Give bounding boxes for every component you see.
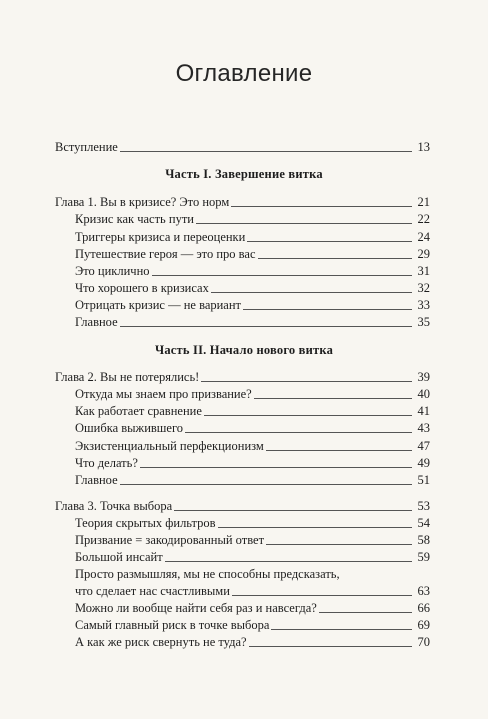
toc-entry xyxy=(75,473,430,487)
leader-line xyxy=(211,292,412,293)
toc-entry-label: Экзистенциальный перфекционизм xyxy=(75,439,264,453)
toc-entry-chapter-1 xyxy=(55,195,430,209)
toc-page-number: 43 xyxy=(417,421,430,435)
toc-entry xyxy=(75,404,430,418)
toc-entry xyxy=(75,550,430,564)
toc-page-number: 69 xyxy=(417,618,430,632)
leader-line xyxy=(319,612,412,613)
toc-entry-label: Глава 2. Вы не потерялись! xyxy=(55,370,200,384)
leader-line xyxy=(120,151,412,152)
toc-entry-multiline xyxy=(75,584,430,598)
leader-line xyxy=(185,432,412,433)
toc-entry-label: Это циклично xyxy=(75,264,150,278)
toc-entry-label: Глава 3. Точка выбора xyxy=(55,499,173,513)
toc-entry-label: Что делать? xyxy=(75,456,138,470)
toc-page-number: 32 xyxy=(417,281,430,295)
leader-line xyxy=(140,467,412,468)
toc-entry xyxy=(75,635,430,649)
leader-line xyxy=(247,241,412,242)
page-title: Оглавление xyxy=(175,60,313,87)
toc-page-number: 51 xyxy=(417,473,430,487)
toc-page-number: 22 xyxy=(417,212,430,226)
toc-page-number: 33 xyxy=(417,298,430,312)
leader-line xyxy=(152,275,412,276)
toc-page-number: 47 xyxy=(417,439,430,453)
toc-entry-label: Призвание = закодированный ответ xyxy=(75,533,265,547)
toc-entry-chapter-3 xyxy=(55,499,430,513)
toc-entry-label: Откуда мы знаем про призвание? xyxy=(75,387,252,401)
toc-page-number: 31 xyxy=(417,264,430,278)
toc-entry-label: Путешествие героя — это про вас xyxy=(75,247,256,261)
leader-line xyxy=(243,309,412,310)
toc-entry xyxy=(75,533,430,547)
toc-page-number: 21 xyxy=(417,195,430,209)
toc-entry-label: Отрицать кризис — не вариант xyxy=(75,298,242,312)
leader-line xyxy=(174,510,412,511)
leader-line xyxy=(258,258,412,259)
toc-page-number: 54 xyxy=(417,516,430,530)
toc-entry-label-line1: Просто размышляя, мы не способны предсказать, xyxy=(75,567,340,581)
leader-line xyxy=(249,646,412,647)
toc-entry xyxy=(75,230,430,244)
toc-entry xyxy=(75,387,430,401)
toc-entry-chapter-2 xyxy=(55,370,430,384)
leader-line xyxy=(165,561,412,562)
leader-line xyxy=(266,450,412,451)
toc-page-number: 70 xyxy=(417,635,430,649)
toc-entry-intro xyxy=(55,140,430,154)
toc-entry xyxy=(75,281,430,295)
toc-entry xyxy=(75,247,430,261)
leader-line xyxy=(271,629,412,630)
toc-entry-label: Вступление xyxy=(55,140,118,154)
toc-entry xyxy=(75,439,430,453)
toc-entry-label: А как же риск свернуть не туда? xyxy=(75,635,247,649)
toc-page-number: 66 xyxy=(417,601,430,615)
toc-page-number: 40 xyxy=(417,387,430,401)
toc-entry xyxy=(75,618,430,632)
leader-line xyxy=(254,398,412,399)
toc-entry xyxy=(75,315,430,329)
part-heading-2: Часть II. Начало нового витка xyxy=(154,343,334,357)
toc-entry-label: Теория скрытых фильтров xyxy=(75,516,216,530)
toc-entry-label: Главное xyxy=(75,315,118,329)
toc-entry xyxy=(75,456,430,470)
toc-entry-label: Главное xyxy=(75,473,118,487)
toc-page-number: 24 xyxy=(417,230,430,244)
toc-entry-label: Самый главный риск в точке выбора xyxy=(75,618,270,632)
toc-page-number: 49 xyxy=(417,456,430,470)
toc-entry-label: что сделает нас счастливыми xyxy=(75,584,230,598)
toc-entry-label: Большой инсайт xyxy=(75,550,163,564)
toc-page-number: 58 xyxy=(417,533,430,547)
toc-entry-label: Можно ли вообще найти себя раз и навсегда? xyxy=(75,601,317,615)
toc-entry-label: Триггеры кризиса и переоценки xyxy=(75,230,246,244)
toc-page-number: 63 xyxy=(417,584,430,598)
toc-page-number: 29 xyxy=(417,247,430,261)
toc-entry-label: Что хорошего в кризисах xyxy=(75,281,209,295)
leader-line xyxy=(231,206,412,207)
leader-line xyxy=(120,326,412,327)
toc-page-number: 13 xyxy=(417,140,430,154)
leader-line xyxy=(232,595,412,596)
leader-line xyxy=(218,527,412,528)
toc-entry-label: Глава 1. Вы в кризисе? Это норм xyxy=(55,195,230,209)
leader-line xyxy=(266,544,412,545)
toc-page-number: 41 xyxy=(417,404,430,418)
toc-entry xyxy=(75,212,430,226)
toc-entry-label: Ошибка выжившего xyxy=(75,421,184,435)
leader-line xyxy=(201,381,412,382)
toc-entry-label: Как работает сравнение xyxy=(75,404,202,418)
toc-page-number: 59 xyxy=(417,550,430,564)
part-heading-1: Часть I. Завершение витка xyxy=(165,167,323,181)
toc-page-number: 35 xyxy=(417,315,430,329)
leader-line xyxy=(120,484,412,485)
toc-page-number: 39 xyxy=(417,370,430,384)
toc-entry xyxy=(75,298,430,312)
leader-line xyxy=(196,223,412,224)
toc-entry xyxy=(75,516,430,530)
toc-page-number: 53 xyxy=(417,499,430,513)
leader-line xyxy=(204,415,412,416)
toc-entry-label: Кризис как часть пути xyxy=(75,212,194,226)
toc-entry xyxy=(75,264,430,278)
toc-entry xyxy=(75,421,430,435)
toc-entry xyxy=(75,601,430,615)
